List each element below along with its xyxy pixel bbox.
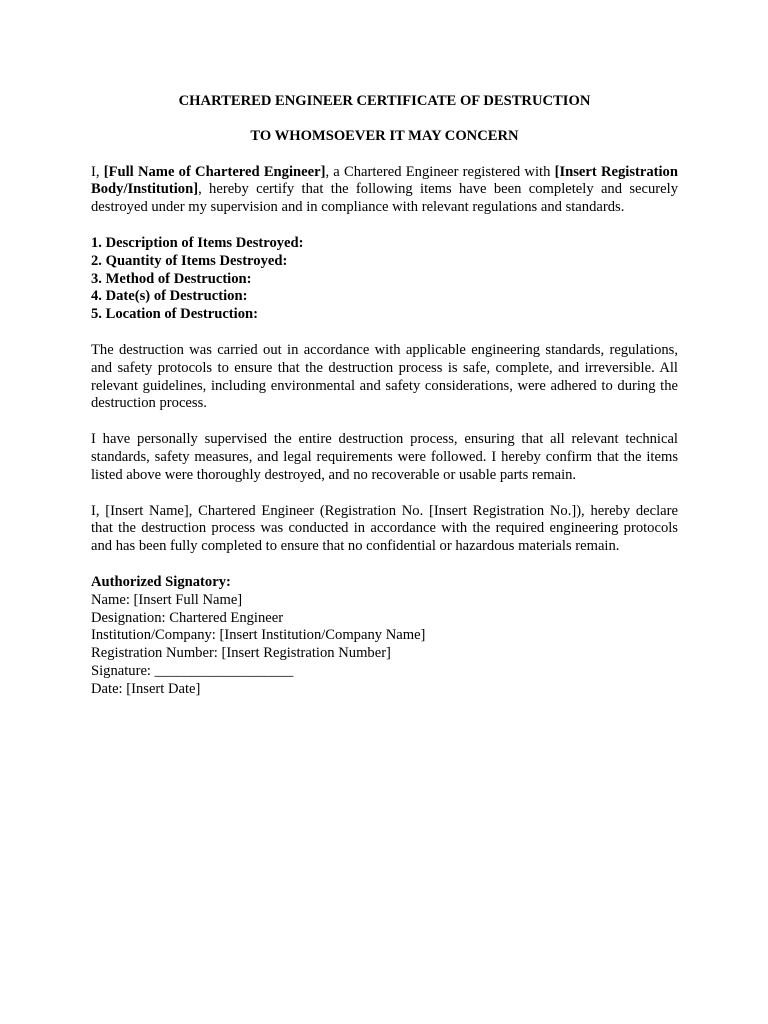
document-title: CHARTERED ENGINEER CERTIFICATE OF DESTRUCTION [178,93,591,109]
signatory-block [91,574,678,699]
signatory-registration: Registration Number: [Insert Registration Number] [91,645,391,662]
intro-middle: , a Chartered Engineer registered with [325,163,555,180]
signatory-name: Name: [Insert Full Name] [91,591,243,608]
intro-paragraph [91,164,678,217]
supervision-paragraph: I have personally supervised the entire destruction process, ensuring that all relevant technical standards, safety measures, and legal requirements were followed. I hereby confirm that the items listed above were thoroughly destroyed, and no recoverable or usable parts remain. [91,431,678,483]
list-item: 5. Location of Destruction: [91,306,258,323]
list-item: 4. Date(s) of Destruction: [91,288,248,305]
signature-line: Signature: ___________________ [91,662,294,679]
list-item: 3. Method of Destruction: [91,270,252,287]
signatory-designation: Designation: Chartered Engineer [91,609,284,626]
standards-paragraph: The destruction was carried out in accordance with applicable engineering standards, regulations, and safety protocols to ensure that the destruction process is safe, complete, and irreversible. All relevant guidelines, including environmental and safety considerations, were adhered to during the destruction process. [91,341,678,412]
signatory-date: Date: [Insert Date] [91,680,201,697]
list-item: 2. Quantity of Items Destroyed: [91,252,288,269]
engineer-name-placeholder: [Full Name of Chartered Engineer] [103,163,326,180]
destroyed-items-list [91,235,678,324]
intro-suffix: , hereby certify that the following items have been completely and securely destroyed under my supervision and in compliance with relevant regulations and standards. [91,181,678,216]
declaration-paragraph: I, [Insert Name], Chartered Engineer (Registration No. [Insert Registration No.]), hereby declare that the destruction process was conducted in accordance with the required engineering protocols and has been fully completed to ensure that no confidential or hazardous materials remain. [91,502,678,555]
document-subtitle: TO WHOMSOEVER IT MAY CONCERN [250,127,519,144]
signatory-institution: Institution/Company: [Insert Institution/Company Name] [91,627,426,644]
signatory-heading: Authorized Signatory: [91,573,231,590]
intro-prefix: I, [91,163,104,180]
registration-body-placeholder: [Insert Registration Body/Institution] [91,163,678,198]
list-item: 1. Description of Items Destroyed: [91,234,304,251]
certificate-document [91,93,678,699]
